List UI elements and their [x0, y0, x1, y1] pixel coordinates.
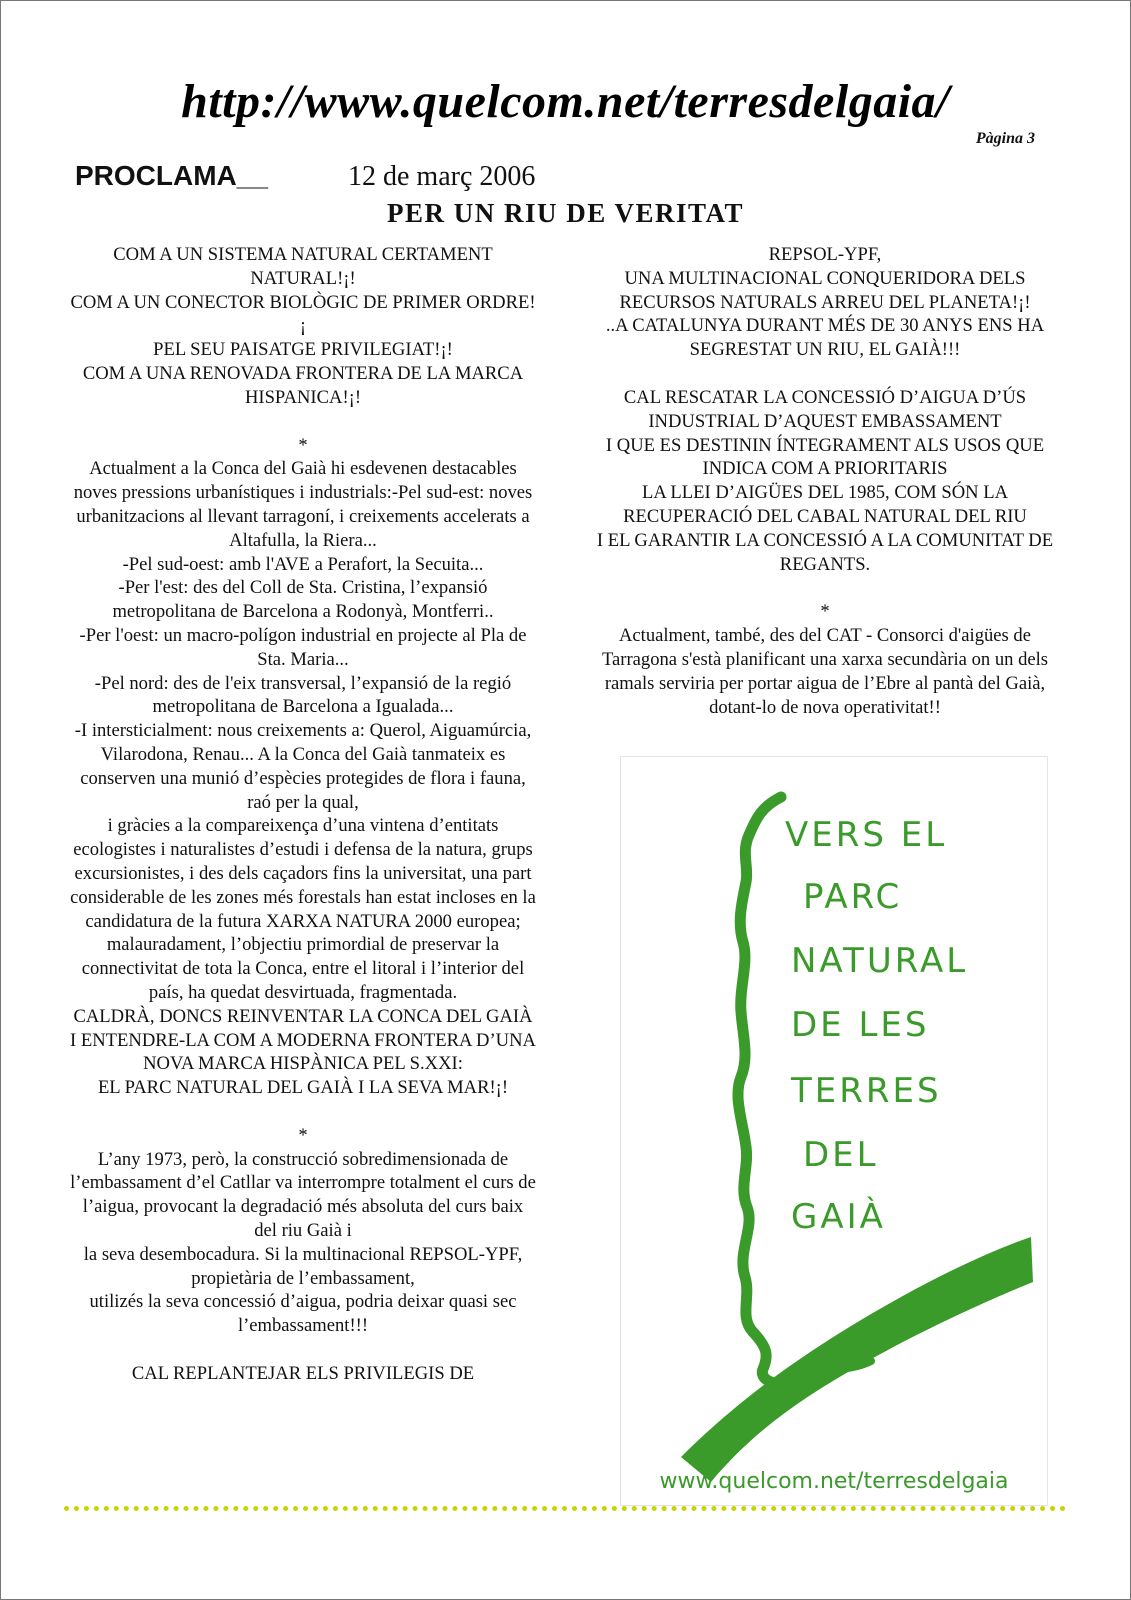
paragraph: ..A CATALUNYA DURANT MÉS DE 30 ANYS ENS HA SEGRESTAT UN RIU, EL GAIÀ!!!: [605, 315, 1045, 361]
poster-line: VERS EL: [785, 815, 948, 855]
paragraph: COM A UNA RENOVADA FRONTERA DE LA MARCA HISPANICA!¡!: [82, 362, 524, 408]
asterisk-separator: *: [820, 601, 830, 623]
paragraph: CALDRÀ, DONCS REINVENTAR LA CONCA DEL GAIÀ I ENTENDRE-LA COM A MODERNA FRONTERA D’UNA NOVA MARCA HISPÀNICA PEL S.XXI:: [70, 1005, 536, 1075]
asterisk-separator: *: [298, 1124, 308, 1146]
poster-line: PARC: [803, 877, 903, 917]
spacer: [590, 576, 1060, 600]
poster-line: DE LES: [791, 1005, 930, 1045]
paragraph: EL PARC NATURAL DEL GAIÀ I LA SEVA MAR!¡!: [97, 1077, 509, 1099]
paragraph: Actualment, també, des del CAT - Consorci d'aigües de Tarragona s'està planificant una xarxa secundària on un dels ramals serviria per portar aigua de l’Ebre al pantà del Gaià, dotant-lo de nova operativitat!!: [601, 625, 1049, 718]
poster-line: GAIÀ: [791, 1197, 886, 1237]
paragraph: L’any 1973, però, la construcció sobredimensionada de l’embassament d’el Catllar va interrompre totalment el curs de l’aigua, provocant la degradació més absoluta del curs baix del riu Gaià i: [70, 1148, 536, 1242]
paragraph: -I intersticialment: nous creixements a: Querol, Aiguamúrcia, Vilarodona, Renau... A la Conca del Gaià tanmateix es conserven una munió d’espècies protegides de flora i fauna, raó per la qual,: [74, 720, 532, 813]
left-column: [70, 243, 536, 1386]
paragraph: la seva desembocadura. Si la multinacional REPSOL-YPF, propietària de l’embassament,: [83, 1243, 523, 1289]
paragraph: CAL RESCATAR LA CONCESSIÓ D’AIGUA D’ÚS INDUSTRIAL D’AQUEST EMBASSAMENT: [623, 386, 1027, 432]
paragraph: -Per l'est: des del Coll de Sta. Cristina, l’expansió metropolitana de Barcelona a Rodonyà, Montferri..: [112, 577, 494, 623]
paragraph: UNA MULTINACIONAL CONQUERIDORA DELS RECURSOS NATURALS ARREU DEL PLANETA!¡!: [619, 267, 1031, 313]
park-poster: [620, 756, 1048, 1506]
asterisk-separator: *: [298, 434, 308, 456]
paragraph: LA LLEI D’AIGÜES DEL 1985, COM SÓN LA RECUPERACIÓ DEL CABAL NATURAL DEL RIU: [623, 482, 1027, 527]
paragraph: Actualment a la Conca del Gaià hi esdevenen destacables noves pressions urbanístiques i industrials:-Pel sud-est: noves urbanitzacions al llevant tarragoní, i creixements accelerats a Altafulla, la Riera...: [73, 458, 533, 551]
page-title: PER UN RIU DE VERITAT: [386, 198, 745, 228]
spacer: [70, 1338, 536, 1362]
paragraph: -Pel nord: des de l'eix transversal, l’expansió de la regió metropolitana de Barcelona a Igualada...: [94, 672, 512, 718]
poster-line: NATURAL: [791, 941, 969, 981]
paragraph: i gràcies a la compareixença d’una vintena d’entitats ecologistes i naturalistes d’estudi i defensa de la natura, grups excursionistes, i des dels caçadors fins la universitat, una part considerable de les zones més forestals han estat incloses en la candidatura de la futura XARXA NATURA 2000 europea; malauradament, l’objectiu primordial de preservar la connectivitat de tota la Conca, entre el litoral i l’interior del país, ha quedat desvirtuada, fragmentada.: [70, 815, 536, 1003]
paragraph: I EL GARANTIR LA CONCESSIÓ A LA COMUNITAT DE REGANTS.: [596, 529, 1054, 575]
poster-line: TERRES: [791, 1071, 942, 1111]
paragraph: -Pel sud-oest: amb l'AVE a Perafort, la Secuita...: [122, 553, 484, 575]
poster-url[interactable]: www.quelcom.net/terresdelgaia: [659, 1469, 1009, 1494]
paragraph: COM A UN CONECTOR BIOLÒGIC DE PRIMER ORDRE!¡: [70, 291, 536, 337]
spacer: [70, 410, 536, 434]
poster-line: DEL: [803, 1135, 879, 1175]
proclama-label: PROCLAMA__: [75, 160, 268, 191]
river-profile-graphic: [621, 757, 1047, 1505]
page-number: Pàgina 3: [975, 130, 1035, 147]
paragraph: I QUE ES DESTININ ÍNTEGRAMENT ALS USOS QUE INDICA COM A PRIORITARIS: [605, 434, 1045, 480]
proclama-date: 12 de març 2006: [348, 161, 536, 192]
site-url-heading[interactable]: http://www.quelcom.net/terresdelgaia/: [181, 75, 950, 128]
paragraph: CAL REPLANTEJAR ELS PRIVILEGIS DE: [131, 1363, 475, 1385]
dotted-divider: [64, 1506, 1066, 1511]
paragraph: PEL SEU PAISATGE PRIVILEGIAT!¡!: [153, 339, 453, 361]
paragraph: REPSOL-YPF,: [768, 244, 882, 265]
spacer: [70, 1100, 536, 1124]
right-column: [590, 243, 1060, 719]
spacer: [590, 362, 1060, 386]
paragraph: COM A UN SISTEMA NATURAL CERTAMENT NATURAL!¡!: [113, 244, 493, 289]
paragraph: utilizés la seva concessió d’aigua, podria deixar quasi sec l’embassament!!!: [89, 1291, 517, 1337]
paragraph: -Per l'oest: un macro-polígon industrial en projecte al Pla de Sta. Maria...: [79, 624, 527, 670]
